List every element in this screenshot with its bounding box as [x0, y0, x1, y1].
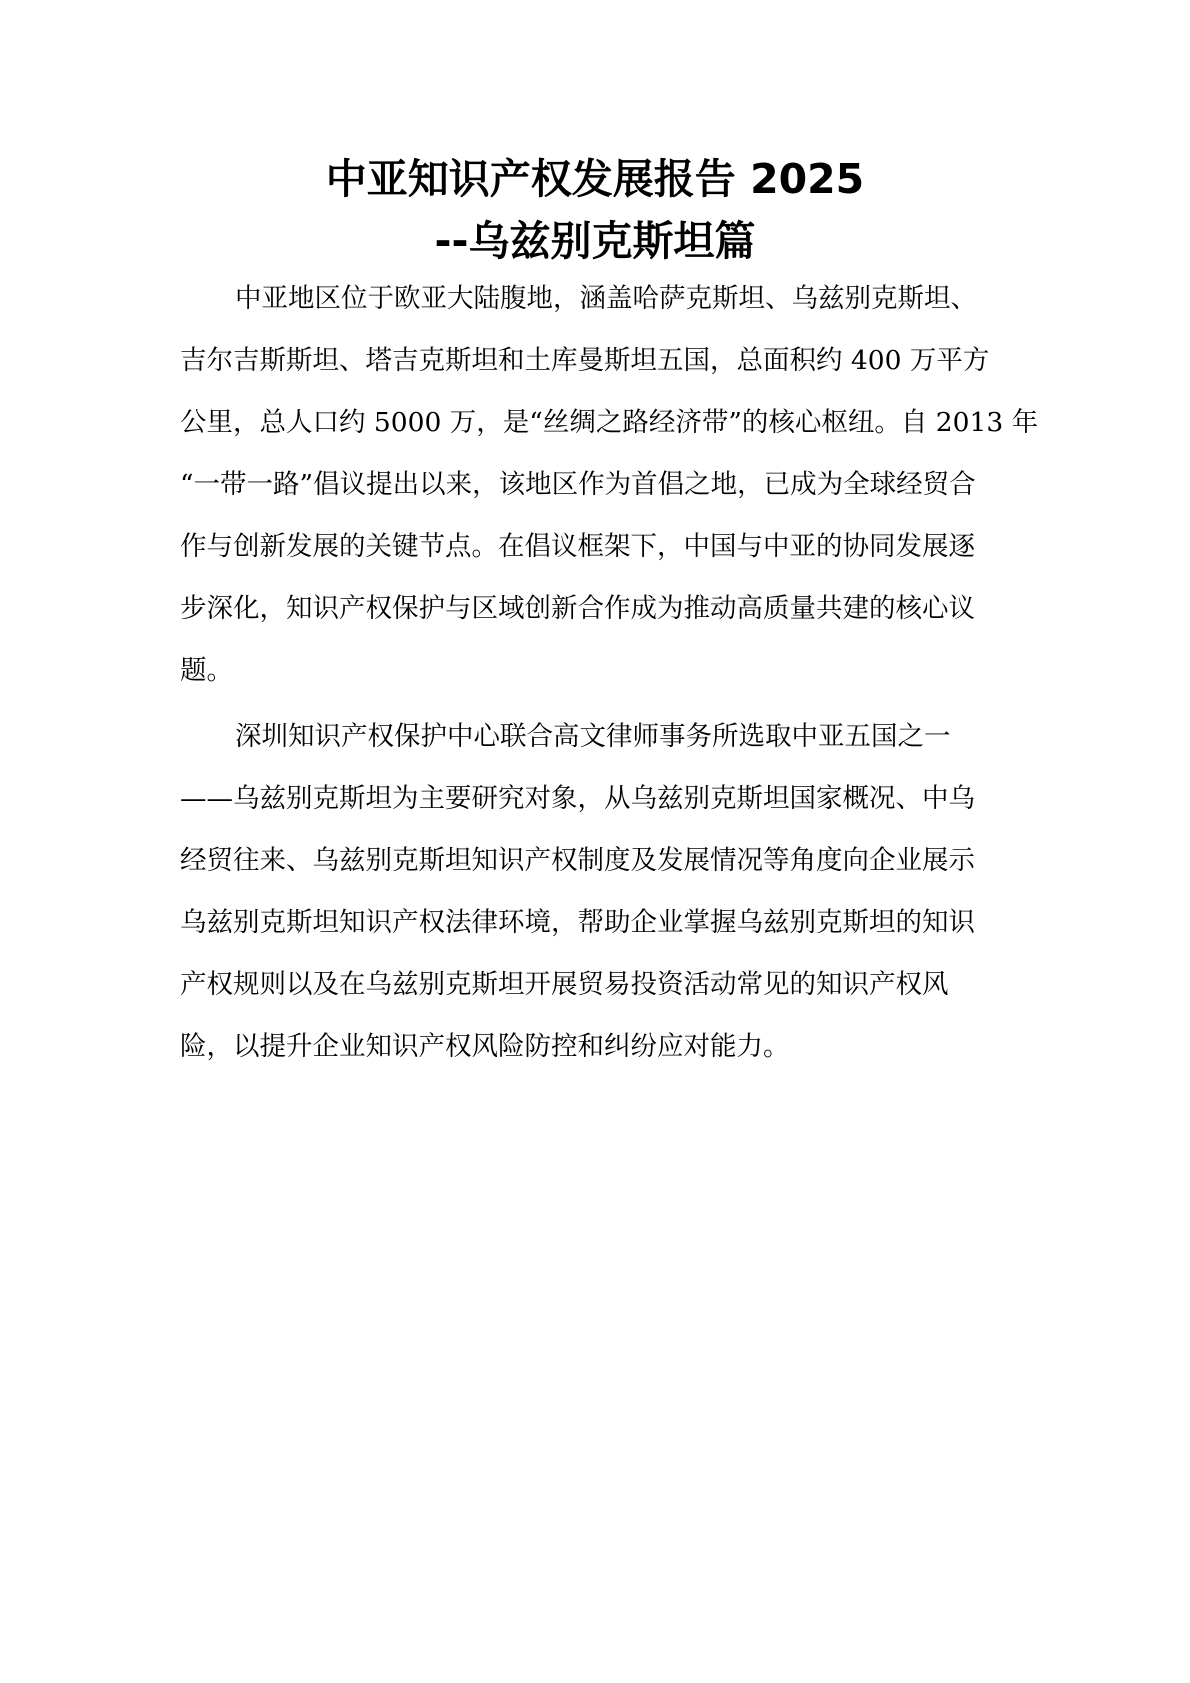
- paragraph-line: 乌兹别克斯坦知识产权法律环境，帮助企业掌握乌兹别克斯坦的知识: [180, 907, 975, 938]
- paragraph-purpose: [180, 706, 1010, 1078]
- title-line-main: 中亚知识产权发展报告 2025: [325, 155, 865, 203]
- paragraph-line: 公里，总人口约 5000 万，是“丝绸之路经济带”的核心枢纽。自 2013 年: [180, 407, 1039, 438]
- paragraph-line: 步深化，知识产权保护与区域创新合作成为推动高质量共建的核心议: [180, 593, 975, 624]
- paragraph-line: “一带一路”倡议提出以来，该地区作为首倡之地，已成为全球经贸合: [180, 469, 976, 500]
- paragraph-line: 题。: [180, 655, 233, 686]
- paragraph-line: 产权规则以及在乌兹别克斯坦开展贸易投资活动常见的知识产权风: [180, 969, 949, 1000]
- paragraph-line: 中亚地区位于欧亚大陆腹地，涵盖哈萨克斯坦、乌兹别克斯坦、: [235, 283, 977, 314]
- document-title: [180, 148, 1010, 272]
- paragraph-line: 深圳知识产权保护中心联合高文律师事务所选取中亚五国之一: [235, 721, 951, 752]
- paragraph-line: 险，以提升企业知识产权风险防控和纠纷应对能力。: [180, 1031, 790, 1062]
- paragraph-line: 作与创新发展的关键节点。在倡议框架下，中国与中亚的协同发展逐: [180, 531, 975, 562]
- paragraph-line: ——乌兹别克斯坦为主要研究对象，从乌兹别克斯坦国家概况、中乌: [180, 783, 975, 814]
- paragraph-line: 吉尔吉斯斯坦、塔吉克斯坦和土库曼斯坦五国，总面积约 400 万平方: [180, 345, 990, 376]
- title-line-subtitle: --乌兹别克斯坦篇: [434, 217, 756, 265]
- paragraph-line: 经贸往来、乌兹别克斯坦知识产权制度及发展情况等角度向企业展示: [180, 845, 975, 876]
- paragraph-overview: [180, 268, 1039, 702]
